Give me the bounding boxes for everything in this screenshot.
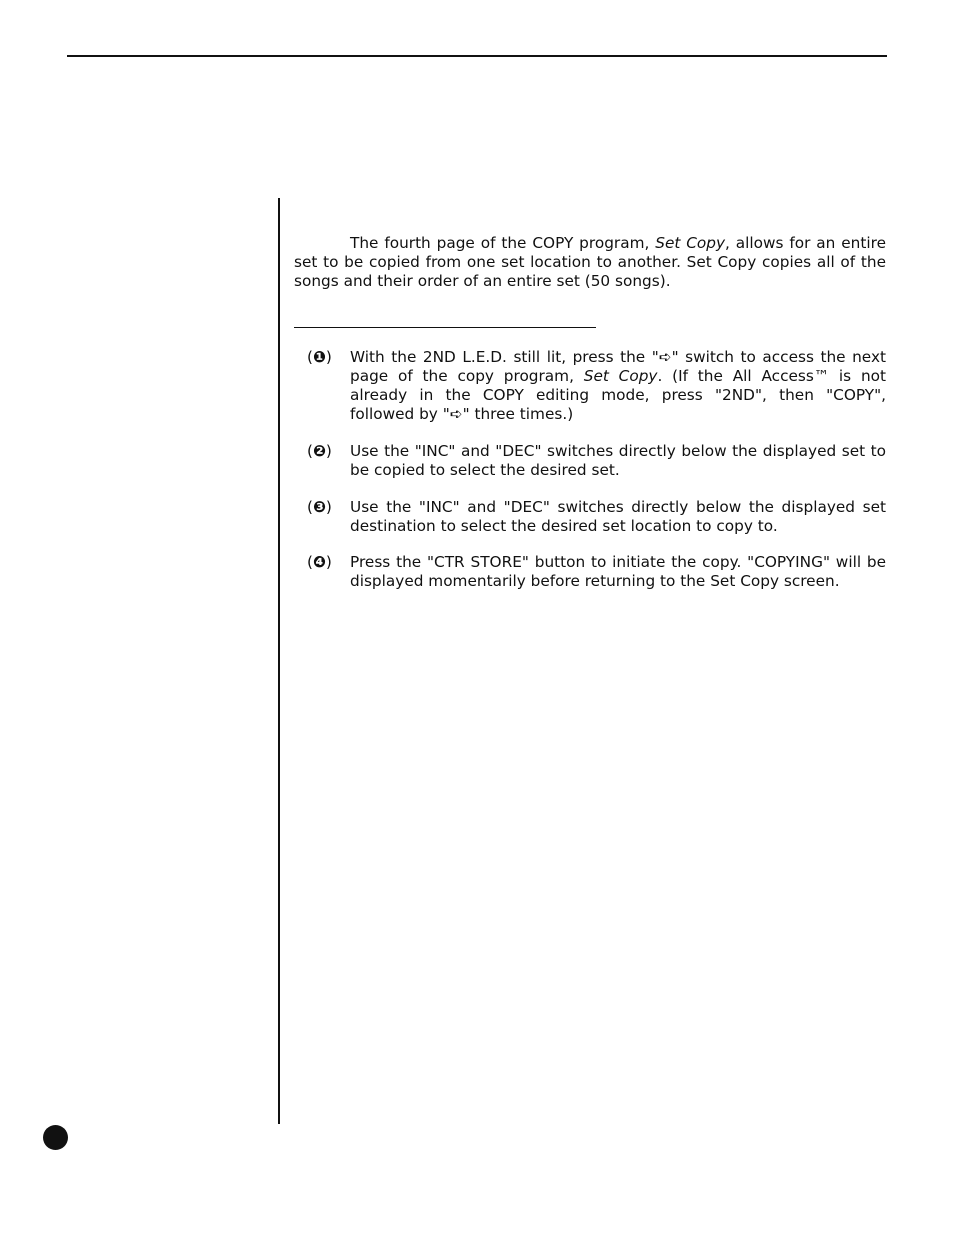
step-list	[307, 348, 886, 609]
step-1	[307, 348, 886, 424]
step-text-end: . (If the All Access™ is not already in the COPY editing mode, press "2ND", then "COPY", followed by "➪" three times.)	[350, 367, 887, 423]
step-text: Use the "INC" and "DEC" switches directly below the displayed set destination to select the desired set location to copy to.	[350, 498, 886, 535]
step-marker: (❹)	[307, 553, 332, 571]
step-text: Use the "INC" and "DEC" switches directly below the displayed set to be copied to select the desired set.	[350, 442, 886, 479]
step-number-icon: ❸	[312, 498, 326, 516]
set-copy-emphasis: Set Copy	[583, 367, 658, 385]
step-number-icon: ❶	[312, 348, 326, 366]
step-text: Press the "CTR STORE" button to initiate the copy. "COPYING" will be displayed momentarily before returning to the Set Copy screen.	[350, 553, 886, 590]
margin-column-rule	[278, 198, 280, 1124]
step-text-start: With the 2ND L.E.D. still lit, press the "➪" switch to access the next page of the copy program,	[350, 348, 886, 385]
intro-text-start: The fourth page of the COPY program,	[350, 234, 656, 252]
header-rule	[67, 55, 887, 57]
step-number-icon: ❹	[312, 553, 326, 571]
intro-paragraph	[294, 234, 886, 291]
intro-text-end: , allows for an entire set to be copied from one set location to another. Set Copy copies all of the songs and their order of an entire set (50 songs).	[294, 234, 886, 290]
page-marker-dot-icon	[43, 1125, 68, 1150]
intro-set-copy-emphasis: Set Copy	[655, 234, 726, 252]
section-rule	[294, 327, 596, 328]
step-marker: (❸)	[307, 498, 332, 516]
step-4	[307, 553, 886, 591]
step-number-icon: ❷	[312, 442, 326, 460]
step-marker: (❶)	[307, 348, 332, 366]
step-marker: (❷)	[307, 442, 332, 460]
step-text	[350, 348, 886, 424]
step-3	[307, 498, 886, 536]
step-2	[307, 442, 886, 480]
